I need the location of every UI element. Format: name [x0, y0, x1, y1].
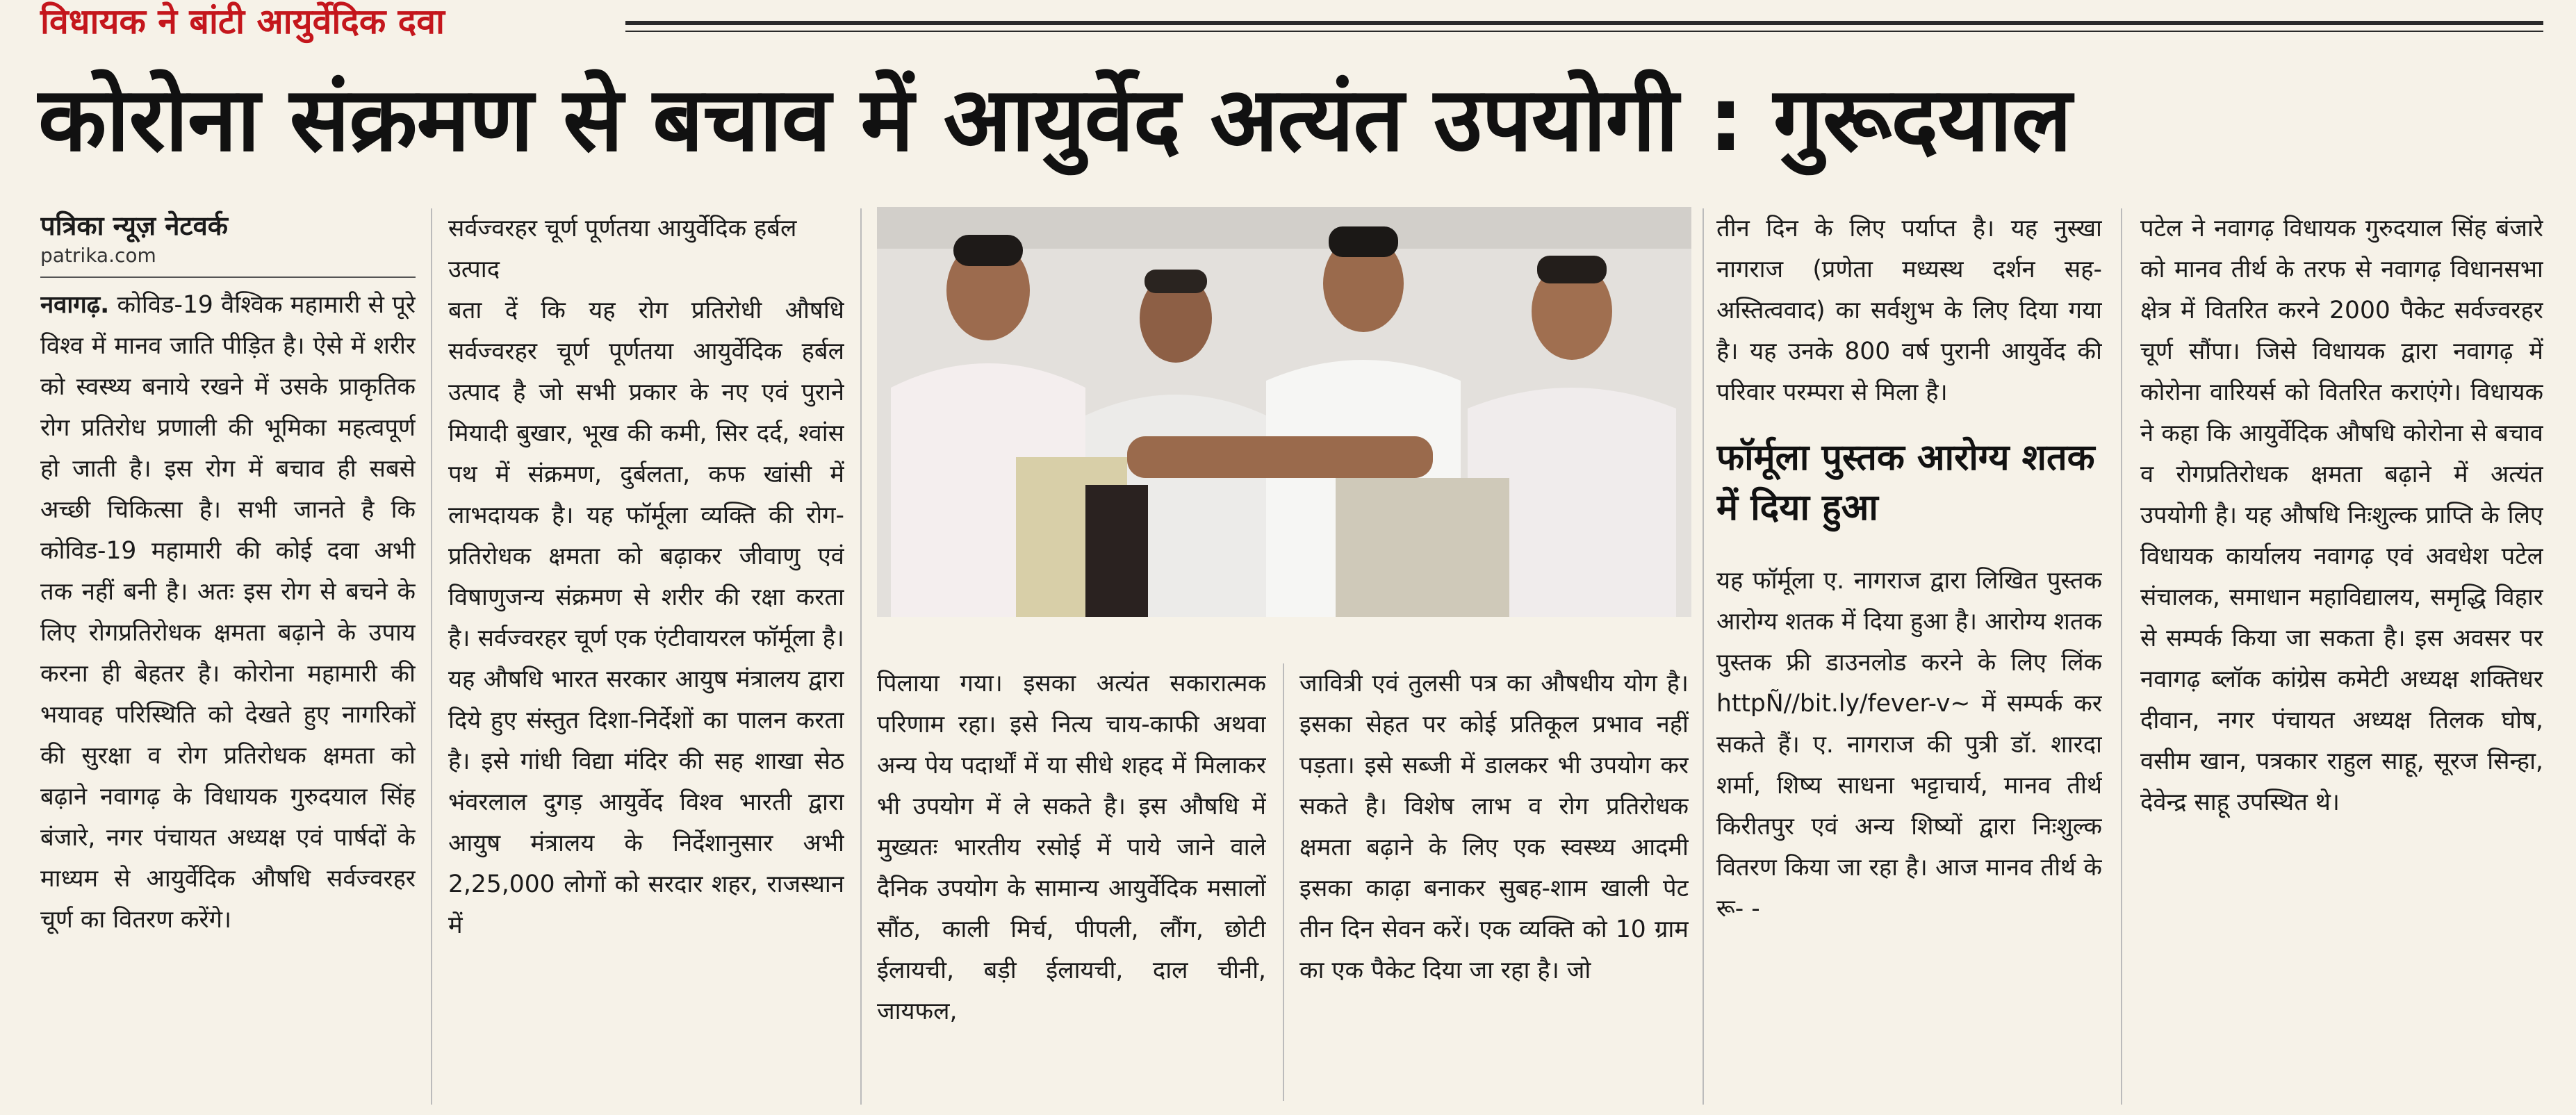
column-1-body: कोविड-19 वैश्विक महामारी से पूरे विश्व में मानव जाति पीड़ित है। ऐसे में शरीर को स्वस्थ्य बनाये रखने में उसके प्राकृतिक रोग प्रतिरोध प्रणाली की भूमिका महत्वपूर्ण हो जाती है। इस रोग में बचाव ही सबसे अच्छी चिकित्सा है। सभी जानते है कि कोविड-19 महामारी की कोई दवा अभी तक नहीं बनी है। अतः इस रोग से बचने के लिए रोगप्रतिरोधक क्षमता बढ़ाने के उपाय करना ही बेहतर है। कोरोना महामारी की भयावह परिस्थिति को देखते हुए नागरिकों की सुरक्षा व रोग प्रतिरोधक क्षमता को बढ़ाने नवागढ़ के विधायक गुरुदयाल सिंह बंजारे, नगर पंचायत अध्यक्ष एवं पार्षदों के माध्यम से आयुर्वेदिक औषधि सर्वज्वरहर चूर्ण का वितरण करेंगे। [40, 291, 416, 934]
headline: कोरोना संक्रमण से बचाव में आयुर्वेद अत्यंत उपयोगी : गुरूदयाल [38, 68, 2072, 172]
kicker-rule-thin [625, 31, 2543, 32]
photo-illustration [877, 207, 1691, 617]
column-divider [1703, 208, 1704, 1105]
column-3-body: पिलाया गया। इसका अत्यंत सकारात्मक परिणाम रहा। इसे नित्य चाय-काफी अथवा अन्य पेय पदार्थों में या सीधे शहद में मिलाकर भी उपयोग में ले सकते है। इस औषधि में मुख्यतः भारतीय रसोई में पाये जाने वाले दैनिक उपयोग के सामान्य आयुर्वेदिक मसालों सौंठ, काली मिर्च, पीपली, लौंग, छोटी ईलायची, बड़ी ईलायची, दाल चीनी, जायफल, [877, 670, 1266, 1025]
column-4-body: जावित्री एवं तुलसी पत्र का औषधीय योग है। इसका सेहत पर कोई प्रतिकूल प्रभाव नहीं पड़ता। इसे सब्जी में डालकर भी उपयोग कर सकते है। विशेष लाभ व रोग प्रतिरोधक क्षमता बढ़ाने के लिए एक स्वस्थ्य आदमी इसका काढ़ा बनाकर सुबह-शाम खाली पेट तीन दिन सेवन करें। एक व्यक्ति को 10 ग्राम का एक पैकेट दिया जा रहा है। जो [1299, 670, 1689, 984]
column-2-body: बता दें कि यह रोग प्रतिरोधी औषधि सर्वज्वरहर चूर्ण पूर्णतया आयुर्वेदिक हर्बल उत्पाद है जो सभी प्रकार के नए एवं पुराने मियादी बुखार, भूख की कमी, सिर दर्द, श्वांस पथ में संक्रमण, दुर्बलता, कफ खांसी में लाभदायक है। यह फॉर्मूला व्यक्ति की रोग-प्रतिरोधक क्षमता को बढ़ाकर जीवाणु एवं विषाणुजन्य संक्रमण से शरीर की रक्षा करता है। सर्वज्वरहर चूर्ण एक एंटीवायरल फॉर्मूला है। यह औषधि भारत सरकार आयुष मंत्रालय द्वारा दिये हुए संस्तुत दिशा-निर्देशों का पालन करता है। इसे गांधी विद्या मंदिर की सह शाखा सेठ भंवरलाल दुगड़ आयुर्वेद विश्व भारती द्वारा आयुष मंत्रालय के निर्देशानुसार अभी 2,25,000 लोगों को सरदार शहर, राजस्थान में [448, 297, 844, 939]
subhead: फॉर्मूला पुस्तक आरोग्य शतक में दिया हुआ [1716, 437, 2095, 529]
column-5-body-bottom: यह फॉर्मूला ए. नागराज द्वारा लिखित पुस्तक आरोग्य शतक में दिया हुआ है। आरोग्य शतक पुस्तक फ्री डाउनलोड करने के लिए लिंक httpÑ//bit.ly/fever-v~ में सम्पर्क कर सकते हैं। ए. नागराज की पुत्री डॉ. शारदा शर्मा, शिष्य साधना भट्टाचार्य, मानव तीर्थ किरीतपुर एवं अन्य शिष्यों द्वारा निःशुल्क वितरण किया जा रहा है। आज मानव तीर्थ के रू- - [1716, 567, 2102, 923]
column-2 [448, 208, 844, 1105]
column-2-title: सर्वज्वरहर चूर्ण पूर्णतया आयुर्वेदिक हर्बल उत्पाद [448, 215, 797, 283]
column-6-body: पटेल ने नवागढ़ विधायक गुरुदयाल सिंह बंजारे को मानव तीर्थ के तरफ से नवागढ़ विधानसभा क्षेत्र में वितरित करने 2000 पैकेट सर्वज्वरहर चूर्ण सौंपा। जिसे विधायक द्वारा नवागढ़ में कोरोना वारियर्स को वितरित कराएंगे। विधायक ने कहा कि आयुर्वेदिक औषधि कोरोना से बचाव व रोगप्रतिरोधक क्षमता बढ़ाने में अत्यंत उपयोगी है। यह औषधि निःशुल्क प्राप्ति के लिए विधायक कार्यालय नवागढ़ एवं अवधेश पटेल संचालक, समाधान महाविद्यालय, समृद्धि विहार से सम्पर्क किया जा सकता है। इस अवसर पर नवागढ़ ब्लॉक कांग्रेस कमेटी अध्यक्ष शक्तिधर दीवान, नगर पंचायत अध्यक्ष तिलक घोष, वसीम खान, पत्रकार राहुल साहू, सूरज सिन्हा, देवेन्द्र साहू उपस्थित थे। [2140, 215, 2543, 816]
column-5-body-top: तीन दिन के लिए पर्याप्त है। यह नुस्खा नागराज (प्रणेता मध्यस्थ दर्शन सह-अस्तित्ववाद) का सर्वशुभ के लिए दिया गया है। यह उनके 800 वर्ष पुरानी आयुर्वेद की परिवार परम्परा से मिला है। [1716, 215, 2102, 406]
news-photo [877, 207, 1691, 617]
column-4 [1299, 663, 1689, 1108]
kicker-rule [625, 21, 2543, 25]
column-1-text [40, 285, 416, 941]
byline-rule [40, 276, 416, 278]
column-6 [2140, 208, 2543, 1105]
column-3 [877, 663, 1266, 1108]
dateline: नवागढ़. [40, 291, 110, 319]
column-divider [860, 208, 862, 1105]
byline-site: patrika.com [40, 244, 156, 267]
column-1 [40, 208, 416, 1105]
byline-name: पत्रिका न्यूज़ नेटवर्क [40, 210, 228, 241]
column-divider [2121, 208, 2122, 1105]
kicker: विधायक ने बांटी आयुर्वेदिक दवा [40, 1, 445, 42]
column-divider [431, 208, 432, 1105]
column-5 [1716, 208, 2102, 1105]
column-divider [1283, 663, 1284, 1101]
